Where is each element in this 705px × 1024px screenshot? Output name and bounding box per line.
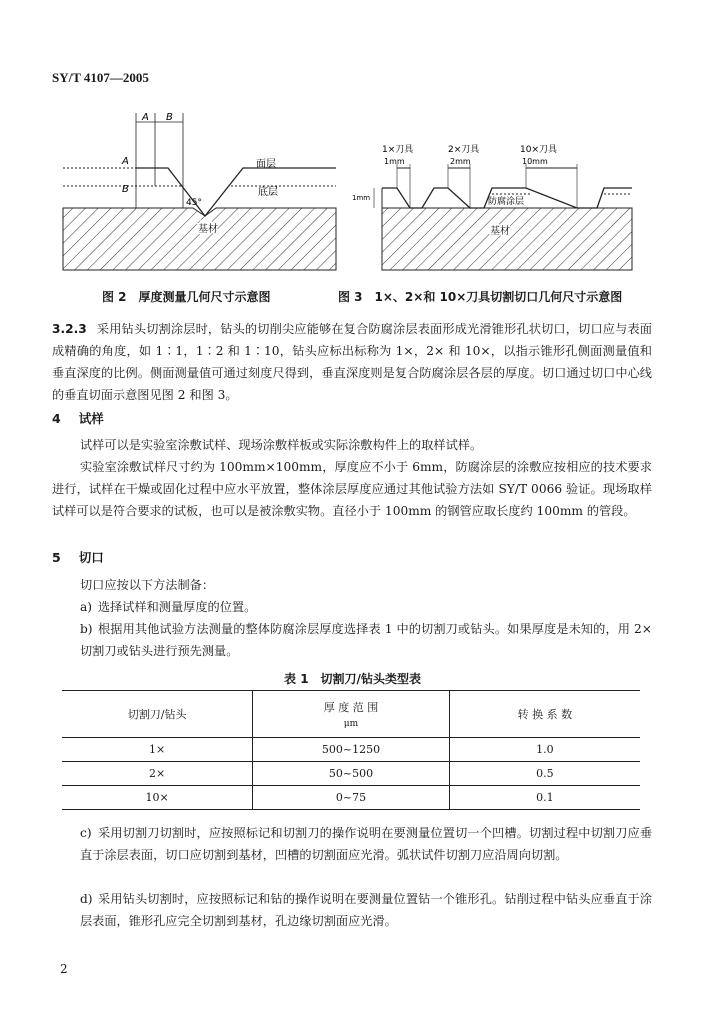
section-4-para-2: 实验室涂敷试样尺寸约为 100mm×100mm，厚度应不小于 6mm，防腐涂层的涂敷应按相应的技术要求进行，试样在干燥或固化过程中应水平放置，整体涂层厚度应通过其他试验方法如 SY/T 0066 验证。现场取样试样可以是符合要求的试板，也可以是被涂敷实物。直径小于 100mm 的钢管应取长度约 100mm 的管段。: [52, 460, 652, 518]
fig3-tool2-name: 2×刀具: [448, 145, 480, 155]
list-label: a): [80, 600, 93, 614]
header-tool: 切割刀/钻头: [62, 691, 253, 738]
fig2-label-b-top: B: [166, 112, 173, 123]
fig2-substrate: 基材: [198, 224, 218, 235]
substrate-area: [63, 208, 336, 270]
list-item-d: [80, 888, 652, 932]
cell-tool: 10×: [62, 786, 253, 810]
table-header-row: [62, 691, 640, 738]
list-label: c): [80, 826, 92, 840]
section-5-intro: 切口应按以下方法制备：: [80, 578, 215, 592]
cell-tool: 1×: [62, 738, 253, 762]
section-number: 4: [52, 411, 61, 426]
fig2-label-a-top: A: [142, 112, 149, 123]
table-1: [62, 690, 640, 810]
fig3-tool1-name: 1×刀具: [382, 145, 414, 155]
cell-factor: 0.1: [449, 786, 640, 810]
list-text: 采用切割刀切割时，应按照标记和切割刀的操作说明在要测量位置切一个凹槽。切割过程中切割刀应垂直于涂层表面，切口应切割到基材，凹槽的切割面应光滑。弧状试件切割刀应沿周向切割。: [80, 826, 653, 862]
table-1-caption: 表 1 切割刀/钻头类型表: [284, 672, 421, 686]
section-4-para-1: 试样可以是实验室涂敷试样、现场涂敷样板或实际涂敷构件上的取样试样。: [80, 438, 483, 452]
header-thickness: [253, 691, 450, 738]
clause-text: 采用钻头切割涂层时，钻头的切削尖应能够在复合防腐涂层表面形成光滑锥形孔状切口，切口应与表面成精确的角度，如 1∶1，1∶2 和 1∶10，钻头应标出标称为 1×，2× 和 10×，以指示锥形孔侧面测量值和垂直深度的比例。侧面测量值可通过刻度尺得到，垂直深度则是复合防腐涂层各层的厚度。切口通过切口中心线的垂直切面示意图见图 2 和图 3。: [52, 322, 652, 402]
fig3-dim-1mm: 1mm: [352, 194, 371, 202]
figure-2-caption: 图 2 厚度测量几何尺寸示意图: [102, 290, 271, 304]
standard-number: SY/T 4107—2005: [52, 70, 149, 85]
cell-factor: 1.0: [449, 738, 640, 762]
section-4-heading: [52, 409, 104, 427]
fig2-label-a-side: A: [122, 156, 129, 167]
paragraph-3-2-3: [52, 318, 652, 406]
fig3-tool10-name: 10×刀具: [520, 145, 557, 155]
table-row: [62, 762, 640, 786]
list-label: d): [80, 892, 93, 906]
cell-range: 500~1250: [253, 738, 450, 762]
fig3-substrate: 基材: [490, 226, 510, 237]
list-item-c: [80, 822, 652, 866]
figure-3-caption: 图 3 1×、2×和 10×刀具切割切口几何尺寸示意图: [338, 290, 623, 304]
header-thickness-unit: μm: [343, 719, 359, 729]
fig3-coating: 防腐涂层: [488, 197, 525, 207]
list-text: 选择试样和测量厚度的位置。: [97, 600, 257, 614]
list-text: 根据用其他试验方法测量的整体防腐涂层厚度选择表 1 中的切割刀或钻头。如果厚度是未知的，用 2× 切割刀或钻头进行预先测量。: [80, 622, 653, 658]
list-item-b: [80, 618, 652, 662]
figure-2-diagram: [58, 108, 340, 280]
fig2-angle: 45°: [186, 198, 202, 208]
fig3-tool1-size: 1mm: [384, 157, 405, 166]
table-row: [62, 738, 640, 762]
section-title: 切口: [78, 550, 104, 565]
section-number: 5: [52, 550, 61, 565]
clause-number: 3.2.3: [52, 322, 87, 336]
fig2-coating-top: 面层: [256, 159, 276, 170]
cell-range: 50~500: [253, 762, 450, 786]
cell-factor: 0.5: [449, 762, 640, 786]
header-factor: 转 换 系 数: [449, 691, 640, 738]
page-number: 2: [60, 962, 68, 976]
figure-3-diagram: [352, 142, 638, 276]
table-row: [62, 786, 640, 810]
fig3-tool2-size: 2mm: [450, 157, 471, 166]
section-title: 试样: [78, 411, 104, 426]
list-text: 采用钻头切割时，应按照标记和钻的操作说明在要测量位置钻一个锥形孔。钻削过程中钻头应垂直于涂层表面，锥形孔应完全切割到基材，孔边缘切割面应光滑。: [80, 892, 653, 928]
cell-tool: 2×: [62, 762, 253, 786]
section-5-heading: [52, 548, 104, 566]
list-item-a: [80, 596, 652, 618]
list-label: b): [80, 622, 93, 636]
fig2-label-b-side: B: [122, 184, 129, 195]
fig3-substrate-area: [382, 208, 632, 270]
cell-range: 0~75: [253, 786, 450, 810]
fig3-tool10-size: 10mm: [522, 157, 548, 166]
header-thickness-label: 厚 度 范 围: [323, 701, 379, 714]
fig2-coating-bottom: 底层: [258, 187, 278, 198]
